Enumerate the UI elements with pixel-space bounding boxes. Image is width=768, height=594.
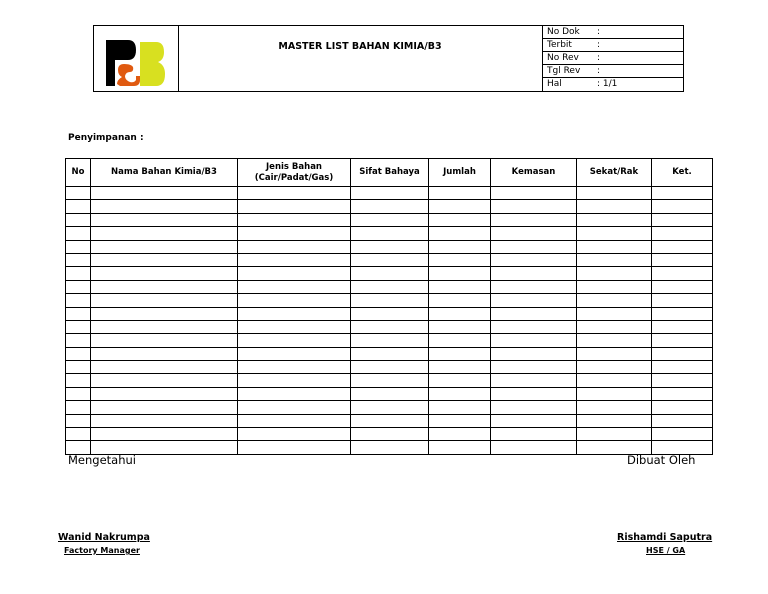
table-cell[interactable]	[429, 280, 491, 293]
table-cell[interactable]	[351, 307, 429, 320]
column-header-kemasan: Kemasan	[491, 159, 577, 187]
table-cell[interactable]	[91, 387, 238, 400]
table-cell[interactable]	[351, 387, 429, 400]
table-cell[interactable]	[491, 334, 577, 347]
table-cell[interactable]	[429, 200, 491, 213]
table-cell[interactable]	[577, 347, 652, 360]
table-cell[interactable]	[491, 387, 577, 400]
table-cell[interactable]	[351, 267, 429, 280]
table-cell[interactable]	[429, 294, 491, 307]
table-cell[interactable]	[652, 361, 713, 374]
table-cell[interactable]	[577, 307, 652, 320]
table-cell[interactable]	[491, 253, 577, 266]
table-cell[interactable]	[66, 294, 91, 307]
column-header-jumlah: Jumlah	[429, 159, 491, 187]
table-header-row	[66, 159, 713, 187]
table-cell[interactable]	[429, 361, 491, 374]
table-cell[interactable]	[577, 267, 652, 280]
table-cell[interactable]	[652, 200, 713, 213]
table-cell[interactable]	[652, 213, 713, 226]
table-cell[interactable]	[351, 320, 429, 333]
table-cell[interactable]	[91, 213, 238, 226]
meta-label: Hal	[547, 79, 562, 89]
meta-row-no-dok	[543, 26, 684, 39]
table-cell[interactable]	[652, 334, 713, 347]
table-cell[interactable]	[91, 414, 238, 427]
column-header-sifat-bahaya: Sifat Bahaya	[351, 159, 429, 187]
table-row	[66, 347, 713, 360]
table-cell[interactable]	[238, 401, 351, 414]
table-cell[interactable]	[66, 334, 91, 347]
table-cell[interactable]	[577, 253, 652, 266]
table-cell[interactable]	[351, 428, 429, 441]
table-cell[interactable]	[652, 387, 713, 400]
table-cell[interactable]	[351, 361, 429, 374]
table-cell[interactable]	[491, 374, 577, 387]
table-cell[interactable]	[491, 401, 577, 414]
table-cell[interactable]	[351, 374, 429, 387]
table-cell[interactable]	[652, 401, 713, 414]
logo-cell	[94, 26, 179, 91]
meta-value: :	[597, 40, 601, 50]
table-row	[66, 374, 713, 387]
table-cell[interactable]	[66, 361, 91, 374]
table-cell[interactable]	[652, 294, 713, 307]
table-cell[interactable]	[429, 253, 491, 266]
table-cell[interactable]	[238, 307, 351, 320]
table-cell[interactable]	[351, 187, 429, 200]
table-cell[interactable]	[652, 267, 713, 280]
table-cell[interactable]	[66, 374, 91, 387]
table-cell[interactable]	[91, 401, 238, 414]
table-cell[interactable]	[577, 428, 652, 441]
table-cell[interactable]	[577, 200, 652, 213]
table-cell[interactable]	[429, 187, 491, 200]
column-header-sekat-rak: Sekat/Rak	[577, 159, 652, 187]
table-cell[interactable]	[491, 187, 577, 200]
meta-row-no-rev	[543, 52, 684, 65]
table-cell[interactable]	[66, 280, 91, 293]
table-cell[interactable]	[238, 320, 351, 333]
table-cell[interactable]	[351, 213, 429, 226]
table-cell[interactable]	[429, 334, 491, 347]
table-cell[interactable]	[491, 320, 577, 333]
table-cell[interactable]	[429, 414, 491, 427]
table-cell[interactable]	[491, 213, 577, 226]
preparer-role: HSE / GA	[646, 546, 686, 555]
table-body	[66, 187, 713, 455]
column-header-no: No	[66, 159, 91, 187]
table-cell[interactable]	[351, 334, 429, 347]
table-cell[interactable]	[66, 347, 91, 360]
table-cell[interactable]	[652, 187, 713, 200]
table-cell[interactable]	[66, 428, 91, 441]
table-cell[interactable]	[577, 187, 652, 200]
table-cell[interactable]	[238, 347, 351, 360]
table-cell[interactable]	[66, 387, 91, 400]
meta-label: Tgl Rev	[547, 66, 581, 76]
table-cell[interactable]	[66, 213, 91, 226]
table-cell[interactable]	[91, 200, 238, 213]
document-meta-table	[542, 26, 684, 91]
table-cell[interactable]	[66, 253, 91, 266]
table-cell[interactable]	[66, 320, 91, 333]
table-cell[interactable]	[491, 267, 577, 280]
column-header-jenis-line2: (Cair/Padat/Gas)	[254, 172, 334, 183]
table-cell[interactable]	[429, 441, 491, 454]
table-cell[interactable]	[238, 240, 351, 253]
table-cell[interactable]	[351, 441, 429, 454]
table-cell[interactable]	[652, 374, 713, 387]
table-cell[interactable]	[238, 387, 351, 400]
table-cell[interactable]	[91, 187, 238, 200]
table-row	[66, 307, 713, 320]
table-cell[interactable]	[652, 280, 713, 293]
table-row	[66, 387, 713, 400]
table-row	[66, 320, 713, 333]
table-cell[interactable]	[351, 280, 429, 293]
table-row	[66, 227, 713, 240]
table-row	[66, 253, 713, 266]
table-cell[interactable]	[652, 240, 713, 253]
table-cell[interactable]	[652, 307, 713, 320]
table-cell[interactable]	[429, 240, 491, 253]
table-cell[interactable]	[238, 374, 351, 387]
table-cell[interactable]	[91, 294, 238, 307]
table-cell[interactable]	[351, 253, 429, 266]
table-cell[interactable]	[429, 227, 491, 240]
table-cell[interactable]	[91, 374, 238, 387]
table-cell[interactable]	[238, 441, 351, 454]
table-cell[interactable]	[238, 414, 351, 427]
table-cell[interactable]	[238, 213, 351, 226]
table-row	[66, 428, 713, 441]
column-header-nama-bahan: Nama Bahan Kimia/B3	[91, 159, 238, 187]
table-cell[interactable]	[238, 361, 351, 374]
table-row	[66, 280, 713, 293]
table-row	[66, 401, 713, 414]
table-cell[interactable]	[351, 414, 429, 427]
table-row	[66, 294, 713, 307]
table-cell[interactable]	[91, 428, 238, 441]
table-cell[interactable]	[652, 227, 713, 240]
meta-label: No Dok	[547, 27, 580, 37]
table-cell[interactable]	[66, 307, 91, 320]
table-cell[interactable]	[429, 307, 491, 320]
table-cell[interactable]	[66, 414, 91, 427]
meta-value: :	[597, 27, 601, 37]
table-cell[interactable]	[652, 320, 713, 333]
table-row	[66, 200, 713, 213]
table-cell[interactable]	[652, 428, 713, 441]
table-cell[interactable]	[351, 240, 429, 253]
table-cell[interactable]	[491, 307, 577, 320]
chemical-master-list-table	[65, 158, 713, 455]
meta-row-terbit	[543, 39, 684, 52]
table-cell[interactable]	[238, 294, 351, 307]
table-cell[interactable]	[66, 401, 91, 414]
table-cell[interactable]	[238, 227, 351, 240]
meta-value: :	[597, 66, 601, 76]
table-cell[interactable]	[491, 347, 577, 360]
table-cell[interactable]	[429, 374, 491, 387]
table-cell[interactable]	[577, 401, 652, 414]
table-cell[interactable]	[652, 253, 713, 266]
table-cell[interactable]	[351, 294, 429, 307]
company-logo	[106, 40, 166, 86]
table-cell[interactable]	[91, 240, 238, 253]
approver-name: Wanid Nakrumpa	[58, 532, 150, 543]
table-cell[interactable]	[91, 227, 238, 240]
table-cell[interactable]	[238, 267, 351, 280]
table-cell[interactable]	[91, 307, 238, 320]
column-header-jenis-line1: Jenis Bahan	[266, 161, 322, 172]
meta-row-tgl-rev	[543, 65, 684, 78]
table-cell[interactable]	[491, 240, 577, 253]
meta-value: :	[597, 53, 601, 63]
table-cell[interactable]	[238, 428, 351, 441]
table-cell[interactable]	[491, 414, 577, 427]
table-cell[interactable]	[429, 347, 491, 360]
table-cell[interactable]	[577, 213, 652, 226]
document-title: MASTER LIST BAHAN KIMIA/B3	[278, 41, 442, 52]
table-cell[interactable]	[577, 374, 652, 387]
table-cell[interactable]	[66, 227, 91, 240]
table-cell[interactable]	[429, 401, 491, 414]
table-cell[interactable]	[91, 320, 238, 333]
table-cell[interactable]	[577, 320, 652, 333]
table-row	[66, 414, 713, 427]
table-cell[interactable]	[351, 347, 429, 360]
storage-section-label: Penyimpanan :	[68, 133, 144, 143]
table-row	[66, 334, 713, 347]
table-cell[interactable]	[66, 267, 91, 280]
table-cell[interactable]	[91, 267, 238, 280]
table-cell[interactable]	[351, 401, 429, 414]
table-row	[66, 240, 713, 253]
table-cell[interactable]	[238, 334, 351, 347]
table-cell[interactable]	[577, 294, 652, 307]
table-row	[66, 441, 713, 454]
document-header	[93, 25, 684, 92]
prepared-by-label: Dibuat Oleh	[627, 453, 696, 467]
table-cell[interactable]	[429, 387, 491, 400]
meta-row-hal	[543, 78, 684, 91]
column-header-jenis-bahan	[238, 159, 351, 187]
table-cell[interactable]	[577, 414, 652, 427]
table-cell[interactable]	[238, 280, 351, 293]
table-cell[interactable]	[91, 253, 238, 266]
table-cell[interactable]	[429, 213, 491, 226]
table-cell[interactable]	[491, 227, 577, 240]
table-cell[interactable]	[91, 334, 238, 347]
table-row	[66, 361, 713, 374]
table-row	[66, 187, 713, 200]
preparer-name: Rishamdi Saputra	[617, 532, 713, 543]
table-cell[interactable]	[91, 280, 238, 293]
meta-label: No Rev	[547, 53, 579, 63]
table-cell[interactable]	[577, 361, 652, 374]
table-cell[interactable]	[652, 347, 713, 360]
table-row	[66, 267, 713, 280]
table-cell[interactable]	[429, 320, 491, 333]
table-cell[interactable]	[66, 187, 91, 200]
table-cell[interactable]	[577, 387, 652, 400]
table-cell[interactable]	[238, 200, 351, 213]
table-cell[interactable]	[351, 227, 429, 240]
table-cell[interactable]	[577, 280, 652, 293]
table-cell[interactable]	[577, 227, 652, 240]
table-cell[interactable]	[91, 347, 238, 360]
table-cell[interactable]	[491, 294, 577, 307]
table-cell[interactable]	[577, 334, 652, 347]
table-cell[interactable]	[66, 240, 91, 253]
table-cell[interactable]	[238, 187, 351, 200]
table-cell[interactable]	[91, 361, 238, 374]
table-cell[interactable]	[491, 280, 577, 293]
approver-role: Factory Manager	[64, 546, 140, 555]
table-row	[66, 213, 713, 226]
table-cell[interactable]	[491, 441, 577, 454]
column-header-ket: Ket.	[652, 159, 713, 187]
meta-label: Terbit	[547, 40, 572, 50]
table-cell[interactable]	[491, 200, 577, 213]
table-cell[interactable]	[351, 200, 429, 213]
table-cell[interactable]	[577, 240, 652, 253]
table-cell[interactable]	[238, 253, 351, 266]
table-cell[interactable]	[429, 428, 491, 441]
approved-by-label: Mengetahui	[68, 453, 136, 467]
table-cell[interactable]	[491, 428, 577, 441]
table-cell[interactable]	[66, 200, 91, 213]
meta-value: : 1/1	[597, 79, 618, 89]
table-cell[interactable]	[491, 361, 577, 374]
table-cell[interactable]	[652, 414, 713, 427]
table-cell[interactable]	[429, 267, 491, 280]
